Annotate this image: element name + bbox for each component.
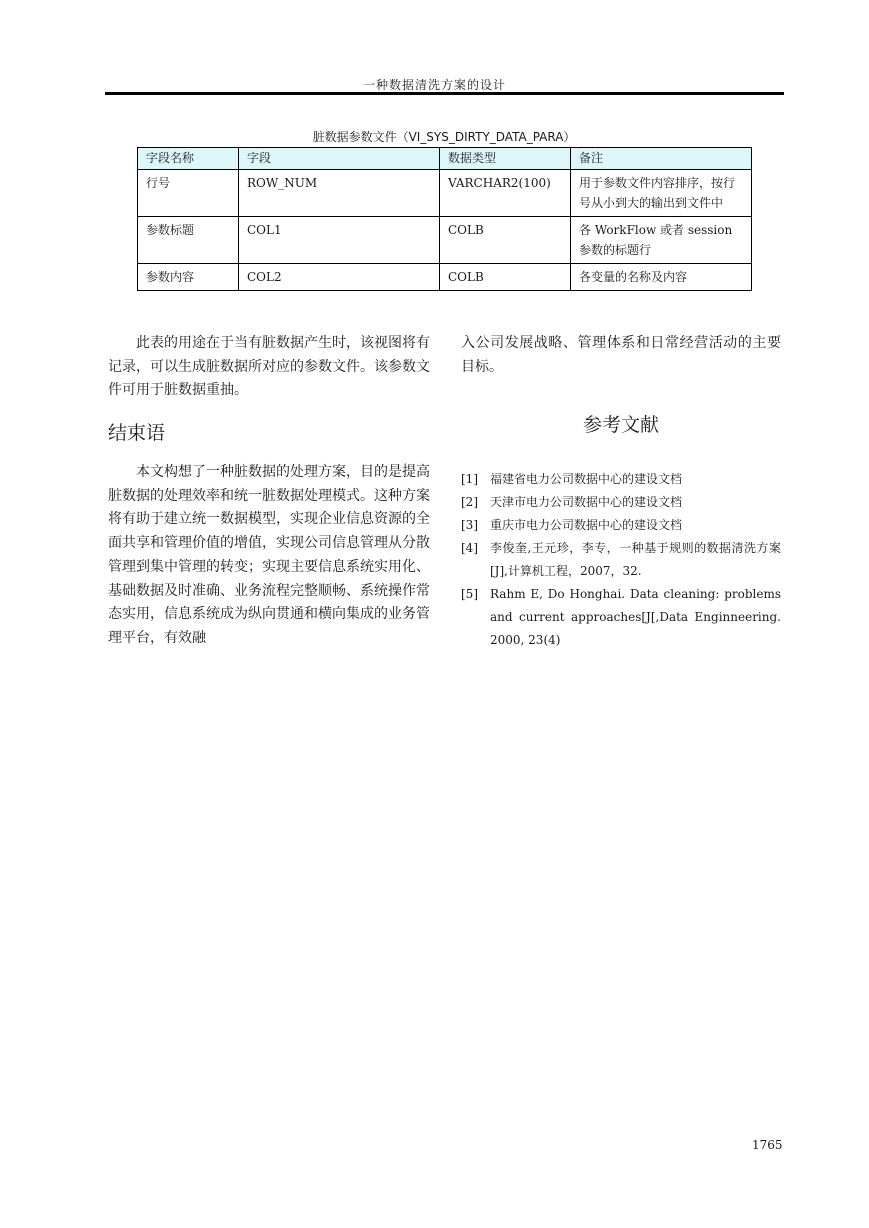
reference-item [461,583,781,652]
table-cell: COL1 [239,217,440,264]
reference-item [461,514,781,537]
reference-text: 李俊奎,王元珍，李专，一种基于规则的数据清洗方案[J],计算机工程，2007，32. [490,541,781,578]
table-row [138,170,752,217]
reference-number: [4] [461,541,478,555]
paragraph: 本文构想了一种脏数据的处理方案，目的是提高脏数据的处理效率和统一脏数据处理模式。这种方案将有助于建立统一数据模型，实现企业信息资源的全面共享和管理价值的增值，实现公司信息管理从分散管理到集中管理的转变；实现主要信息系统实用化、基础数据及时准确、业务流程完整顺畅、系统操作常态实用，信息系统成为纵向贯通和横向集成的业务管理平台，有效融 [108,464,430,646]
column-header: 数据类型 [440,148,571,170]
section-title: 结束语 [108,422,166,444]
table-cell: VARCHAR2(100) [440,170,571,217]
table-cell: 参数标题 [138,217,239,264]
column-header: 备注 [571,148,752,170]
table-cell: ROW_NUM [239,170,440,217]
reference-item [461,491,781,514]
table-cell: 参数内容 [138,264,239,291]
references-list [461,468,781,652]
reference-text: 福建省电力公司数据中心的建设文档 [490,472,683,486]
reference-item [461,537,781,583]
params-table [137,147,752,291]
table-cell: 行号 [138,170,239,217]
running-header: 一种数据清洗方案的设计 [362,78,506,92]
reference-number: [1] [461,472,478,486]
table-caption: 脏数据参数文件（VI_SYS_DIRTY_DATA_PARA） [312,130,576,144]
references-title: 参考文献 [582,414,659,436]
reference-text: Rahm E, Do Honghai. Data cleaning: problems and current approaches[J[,Data Enginneering. 2000, 23(4) [490,587,781,647]
column-header: 字段 [239,148,440,170]
table-row [138,217,752,264]
column-header: 字段名称 [138,148,239,170]
reference-number: [5] [461,587,478,601]
paragraph: 此表的用途在于当有脏数据产生时，该视图将有记录，可以生成脏数据所对应的参数文件。该参数文件可用于脏数据重抽。 [108,335,430,399]
left-column-top [108,332,430,403]
reference-number: [2] [461,495,478,509]
table-row [138,264,752,291]
table-header-row [138,148,752,170]
reference-text: 天津市电力公司数据中心的建设文档 [490,495,683,509]
reference-text: 重庆市电力公司数据中心的建设文档 [490,518,683,532]
paragraph-continuation: 入公司发展战略、管理体系和日常经营活动的主要目标。 [461,335,781,375]
table-cell: 各变量的名称及内容 [571,264,752,291]
table-cell: 用于参数文件内容排序，按行号从小到大的输出到文件中 [571,170,752,217]
table-cell: 各 WorkFlow 或者 session 参数的标题行 [571,217,752,264]
table-cell: COLB [440,264,571,291]
reference-number: [3] [461,518,478,532]
header-rule [105,92,784,95]
right-column-top [461,332,781,379]
table-cell: COL2 [239,264,440,291]
reference-item [461,468,781,491]
table-cell: COLB [440,217,571,264]
page-number: 1765 [752,1138,783,1152]
left-column-body [108,461,430,651]
